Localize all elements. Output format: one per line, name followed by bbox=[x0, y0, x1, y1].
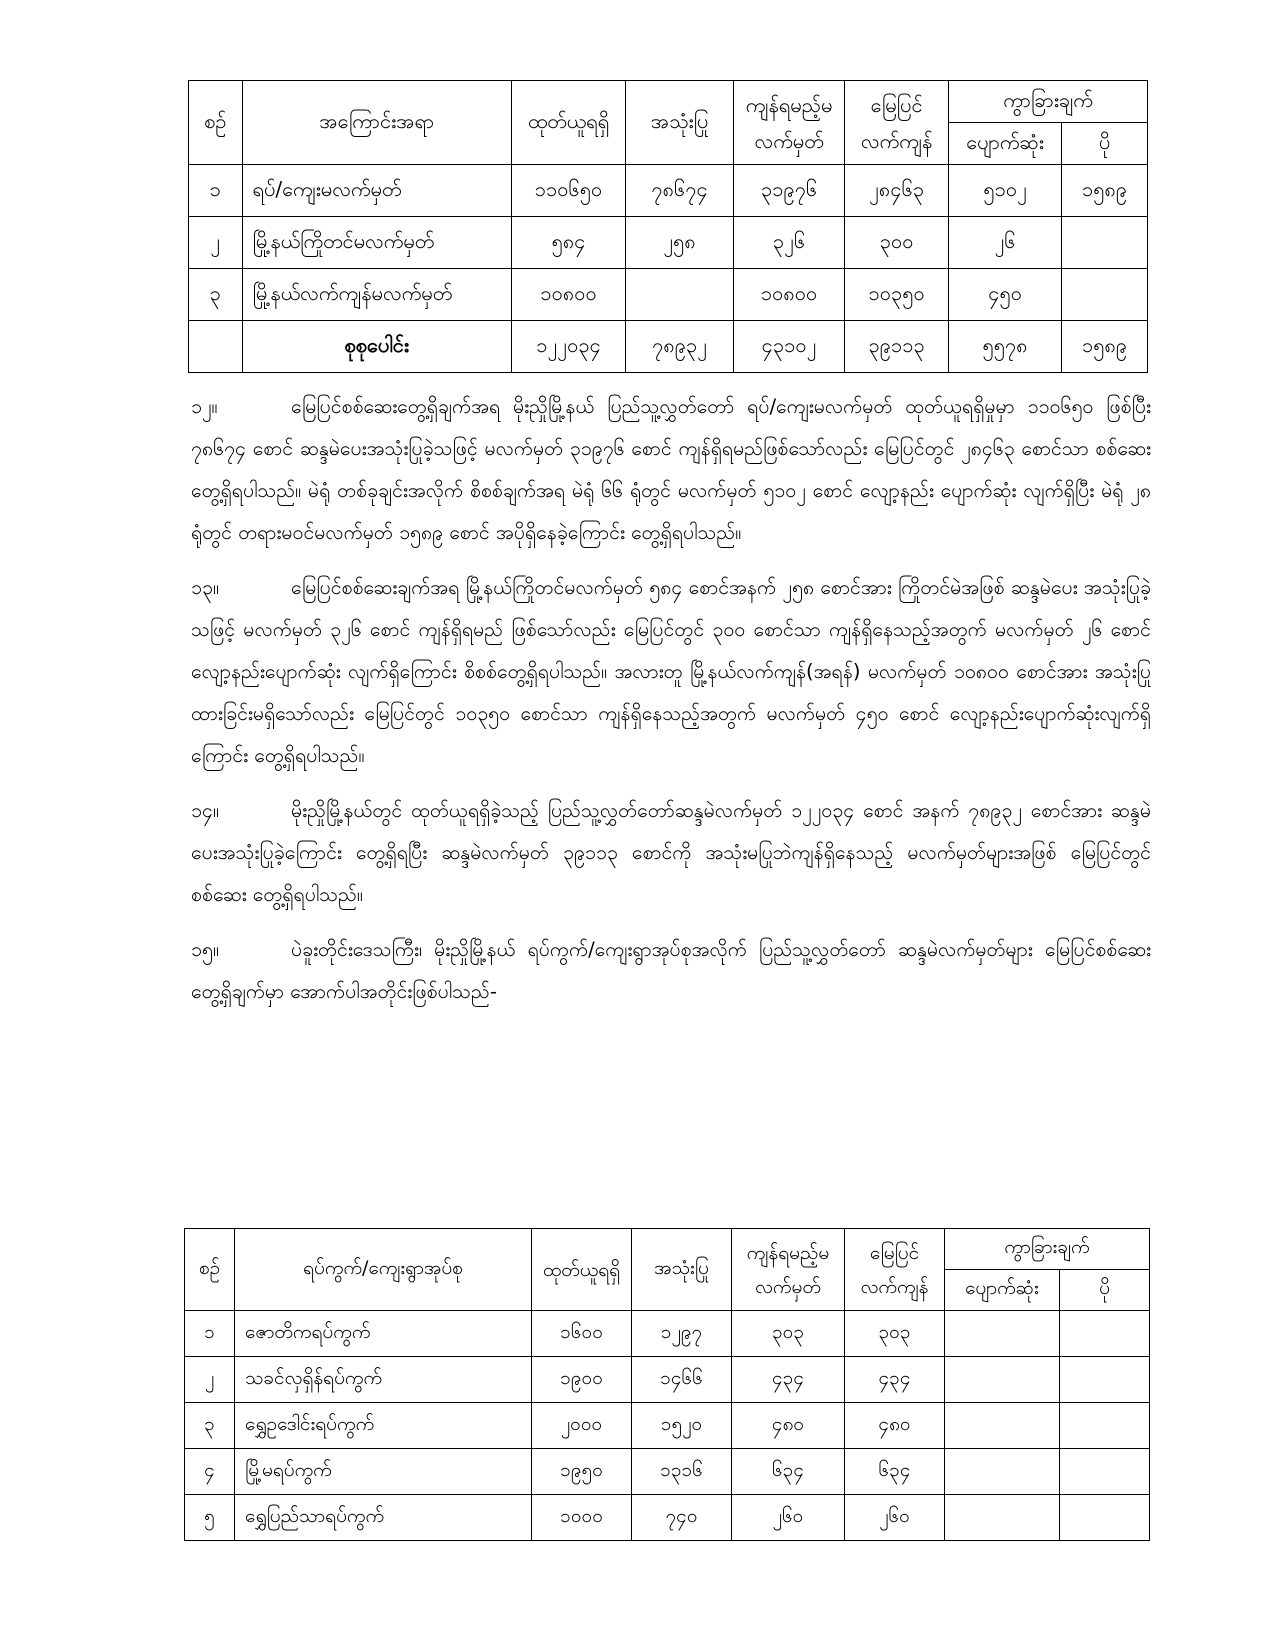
cell-excess: ၁၅၈၉ bbox=[1062, 165, 1148, 217]
cell-no: ၃ bbox=[189, 269, 243, 321]
cell-no: ၂ bbox=[189, 217, 243, 269]
cell-actual-remain: ၂၈၄၆၃ bbox=[845, 165, 949, 217]
total-should-remain: ၄၃၁၀၂ bbox=[734, 321, 845, 373]
table-header-row bbox=[189, 81, 1148, 123]
header-actual-remain: မြေပြင်လက်ကျန် bbox=[845, 1229, 945, 1311]
total-received: ၁၂၂၀၃၄ bbox=[512, 321, 626, 373]
cell-should-remain: ၆၃၄ bbox=[732, 1449, 845, 1495]
cell-used: ၁၄၆၆ bbox=[632, 1357, 732, 1403]
cell-missing bbox=[945, 1357, 1060, 1403]
cell-missing bbox=[945, 1449, 1060, 1495]
cell-no: ၃ bbox=[185, 1403, 235, 1449]
paragraph-number: ၁၅။ bbox=[191, 938, 219, 961]
header-should-remain: ကျန်ရမည့်မလက်မှတ် bbox=[734, 81, 845, 165]
cell-no bbox=[189, 321, 243, 373]
cell-excess bbox=[1060, 1357, 1150, 1403]
cell-subject: မြို့နယ်ကြိုတင်မလက်မှတ် bbox=[242, 217, 512, 269]
cell-used bbox=[626, 269, 734, 321]
table-total-row bbox=[189, 321, 1148, 373]
header-actual-remain: မြေပြင်လက်ကျန် bbox=[845, 81, 949, 165]
paragraph-text: မြေပြင်စစ်ဆေးချက်အရ မြို့နယ်ကြိုတင်မလက်မှတ် ၅၈၄ စောင်အနက် ၂၅၈ စောင်အား ကြိုတင်မဲအဖြစ် ဆန္ဒမဲပေး အသုံးပြုခဲ့သဖြင့် မလက်မှတ် ၃၂၆ စောင် ကျန်ရှိရမည် ဖြစ်သော်လည်း မြေပြင်တွင် ၃၀၀ စောင်သာ ကျန်ရှိနေသည့်အတွက် မလက်မှတ် ၂၆ စောင် လျော့နည်းပျောက်ဆုံး လျက်ရှိကြောင်း စိစစ်တွေ့ရှိရပါသည်။ အလားတူ မြို့နယ်လက်ကျန်(အရန်) မလက်မှတ် ၁၀၈၀၀ စောင်အား အသုံးပြုထားခြင်းမရှိသော်လည်း မြေပြင်တွင် ၁၀၃၅၀ စောင်သာ ကျန်ရှိနေသည့်အတွက် မလက်မှတ် ၄၅၀ စောင် လျော့နည်းပျောက်ဆုံးလျက်ရှိကြောင်း တွေ့ရှိရပါသည်။ bbox=[191, 576, 1151, 767]
cell-used: ၇၈၆၇၄ bbox=[626, 165, 734, 217]
header-received: ထုတ်ယူရရှိ bbox=[512, 81, 626, 165]
cell-actual-remain: ၄၃၄ bbox=[845, 1357, 945, 1403]
cell-actual-remain: ၃၀၃ bbox=[845, 1311, 945, 1357]
cell-subject: ရပ်/ကျေးမလက်မှတ် bbox=[242, 165, 512, 217]
paragraph-number: ၁၂။ bbox=[191, 395, 218, 418]
total-actual-remain: ၃၉၁၁၃ bbox=[845, 321, 949, 373]
cell-missing bbox=[945, 1495, 1060, 1541]
header-ward: ရပ်ကွက်/ကျေးရွာအုပ်စု bbox=[235, 1229, 532, 1311]
table-row bbox=[185, 1403, 1150, 1449]
header-used: အသုံးပြု bbox=[632, 1229, 732, 1311]
cell-missing bbox=[945, 1311, 1060, 1357]
cell-missing: ၄၅၀ bbox=[949, 269, 1062, 321]
cell-no: ၁ bbox=[189, 165, 243, 217]
header-excess: ပို bbox=[1060, 1270, 1150, 1311]
total-label: စုစုပေါင်း bbox=[242, 321, 512, 373]
cell-subject: မြို့နယ်လက်ကျန်မလက်မှတ် bbox=[242, 269, 512, 321]
cell-ward: ရွှေပြည်သာရပ်ကွက် bbox=[235, 1495, 532, 1541]
header-difference: ကွာခြားချက် bbox=[945, 1229, 1150, 1270]
table-row bbox=[189, 269, 1148, 321]
table-row bbox=[189, 165, 1148, 217]
header-missing: ပျောက်ဆုံး bbox=[949, 123, 1062, 165]
cell-received: ၅၈၄ bbox=[512, 217, 626, 269]
cell-should-remain: ၄၈၀ bbox=[732, 1403, 845, 1449]
cell-received: ၁၀၈၀၀ bbox=[512, 269, 626, 321]
paragraph-number: ၁၄။ bbox=[191, 799, 219, 822]
cell-no: ၄ bbox=[185, 1449, 235, 1495]
table-row bbox=[189, 217, 1148, 269]
cell-ward: ရွှေဥဒေါင်းရပ်ကွက် bbox=[235, 1403, 532, 1449]
cell-actual-remain: ၁၀၃၅၀ bbox=[845, 269, 949, 321]
cell-received: ၁၆၀၀ bbox=[532, 1311, 632, 1357]
cell-excess bbox=[1060, 1403, 1150, 1449]
cell-excess bbox=[1062, 217, 1148, 269]
cell-ward: သခင်လှရှိန်ရပ်ကွက် bbox=[235, 1357, 532, 1403]
cell-should-remain: ၁၀၈၀၀ bbox=[734, 269, 845, 321]
header-missing: ပျောက်ဆုံး bbox=[945, 1270, 1060, 1311]
cell-should-remain: ၄၃၄ bbox=[732, 1357, 845, 1403]
cell-received: ၂၀၀၀ bbox=[532, 1403, 632, 1449]
cell-should-remain: ၃၂၆ bbox=[734, 217, 845, 269]
cell-excess bbox=[1060, 1449, 1150, 1495]
cell-received: ၁၁၀၆၅၀ bbox=[512, 165, 626, 217]
cell-missing bbox=[945, 1403, 1060, 1449]
cell-should-remain: ၃၁၉၇၆ bbox=[734, 165, 845, 217]
cell-should-remain: ၃၀၃ bbox=[732, 1311, 845, 1357]
table-row bbox=[185, 1311, 1150, 1357]
paragraph-12 bbox=[191, 386, 1151, 554]
ward-ballot-table bbox=[184, 1228, 1150, 1541]
cell-ward: ဇောတိကရပ်ကွက် bbox=[235, 1311, 532, 1357]
cell-actual-remain: ၃၀၀ bbox=[845, 217, 949, 269]
paragraph-number: ၁၃။ bbox=[191, 576, 219, 599]
ballot-summary-table bbox=[188, 80, 1148, 373]
header-used: အသုံးပြု bbox=[626, 81, 734, 165]
cell-received: ၁၉၅၀ bbox=[532, 1449, 632, 1495]
cell-no: ၂ bbox=[185, 1357, 235, 1403]
header-subject: အကြောင်းအရာ bbox=[242, 81, 512, 165]
cell-used: ၂၅၈ bbox=[626, 217, 734, 269]
cell-used: ၁၂၉၇ bbox=[632, 1311, 732, 1357]
cell-missing: ၅၁၀၂ bbox=[949, 165, 1062, 217]
table-header-row bbox=[185, 1229, 1150, 1270]
cell-actual-remain: ၆၃၄ bbox=[845, 1449, 945, 1495]
cell-should-remain: ၂၆၀ bbox=[732, 1495, 845, 1541]
header-received: ထုတ်ယူရရှိ bbox=[532, 1229, 632, 1311]
cell-received: ၁၉၀၀ bbox=[532, 1357, 632, 1403]
header-no: စဉ် bbox=[185, 1229, 235, 1311]
cell-used: ၁၃၁၆ bbox=[632, 1449, 732, 1495]
paragraph-text: မိုးညှိုမြို့နယ်တွင် ထုတ်ယူရရှိခဲ့သည့် ပြည်သူ့လွှတ်တော်ဆန္ဒမဲလက်မှတ် ၁၂၂၀၃၄ စောင် အနက် ၇၈၉၃၂ စောင်အား ဆန္ဒမဲပေးအသုံးပြုခဲ့ကြောင်း တွေ့ရှိရပြီး ဆန္ဒမဲလက်မှတ် ၃၉၁၁၃ စောင်ကို အသုံးမပြုဘဲကျန်ရှိနေသည့် မလက်မှတ်များအဖြစ် မြေပြင်တွင်စစ်ဆေး တွေ့ရှိရပါသည်။ bbox=[191, 799, 1151, 906]
table-row bbox=[185, 1495, 1150, 1541]
header-excess: ပို bbox=[1062, 123, 1148, 165]
cell-received: ၁၀၀၀ bbox=[532, 1495, 632, 1541]
paragraph-14 bbox=[191, 790, 1151, 916]
paragraph-text: မြေပြင်စစ်ဆေးတွေ့ရှိချက်အရ မိုးညှိုမြို့နယ် ပြည်သူ့လွှတ်တော် ရပ်/ကျေးမလက်မှတ် ထုတ်ယူရရှိမှုမှာ ၁၁၀၆၅၀ ဖြစ်ပြီး ၇၈၆၇၄ စောင် ဆန္ဒမဲပေးအသုံးပြုခဲ့သဖြင့် မလက်မှတ် ၃၁၉၇၆ စောင် ကျန်ရှိရမည်ဖြစ်သော်လည်း မြေပြင်တွင် ၂၈၄၆၃ စောင်သာ စစ်ဆေးတွေ့ရှိရပါသည်။ မဲရုံ တစ်ခုချင်းအလိုက် စိစစ်ချက်အရ မဲရုံ ၆၆ ရုံတွင် မလက်မှတ် ၅၁၀၂ စောင် လျော့နည်း ပျောက်ဆုံး လျက်ရှိပြီး မဲရုံ ၂၈ ရုံတွင် တရားမဝင်မလက်မှတ် ၁၅၈၉ စောင် အပိုရှိနေခဲ့ကြောင်း တွေ့ရှိရပါသည်။ bbox=[191, 395, 1151, 544]
body-paragraphs bbox=[191, 386, 1151, 1026]
paragraph-15 bbox=[191, 929, 1151, 1013]
cell-excess bbox=[1060, 1495, 1150, 1541]
paragraph-13 bbox=[191, 567, 1151, 777]
cell-no: ၅ bbox=[185, 1495, 235, 1541]
header-difference: ကွာခြားချက် bbox=[949, 81, 1148, 123]
cell-actual-remain: ၂၆၀ bbox=[845, 1495, 945, 1541]
table-row bbox=[185, 1449, 1150, 1495]
cell-excess bbox=[1062, 269, 1148, 321]
cell-used: ၇၄၀ bbox=[632, 1495, 732, 1541]
cell-ward: မြို့မရပ်ကွက် bbox=[235, 1449, 532, 1495]
cell-used: ၁၅၂၀ bbox=[632, 1403, 732, 1449]
cell-missing: ၂၆ bbox=[949, 217, 1062, 269]
header-no: စဉ် bbox=[189, 81, 243, 165]
total-used: ၇၈၉၃၂ bbox=[626, 321, 734, 373]
table-row bbox=[185, 1357, 1150, 1403]
cell-actual-remain: ၄၈၀ bbox=[845, 1403, 945, 1449]
total-missing: ၅၅၇၈ bbox=[949, 321, 1062, 373]
cell-excess bbox=[1060, 1311, 1150, 1357]
paragraph-text: ပဲခူးတိုင်းဒေသကြီး၊ မိုးညှိုမြို့နယ် ရပ်ကွက်/ကျေးရွာအုပ်စုအလိုက် ပြည်သူ့လွှတ်တော် ဆန္ဒမဲလက်မှတ်များ မြေပြင်စစ်ဆေးတွေ့ရှိချက်မှာ အောက်ပါအတိုင်းဖြစ်ပါသည်- bbox=[191, 938, 1151, 1003]
total-excess: ၁၅၈၉ bbox=[1062, 321, 1148, 373]
header-should-remain: ကျန်ရမည့်မလက်မှတ် bbox=[732, 1229, 845, 1311]
cell-no: ၁ bbox=[185, 1311, 235, 1357]
